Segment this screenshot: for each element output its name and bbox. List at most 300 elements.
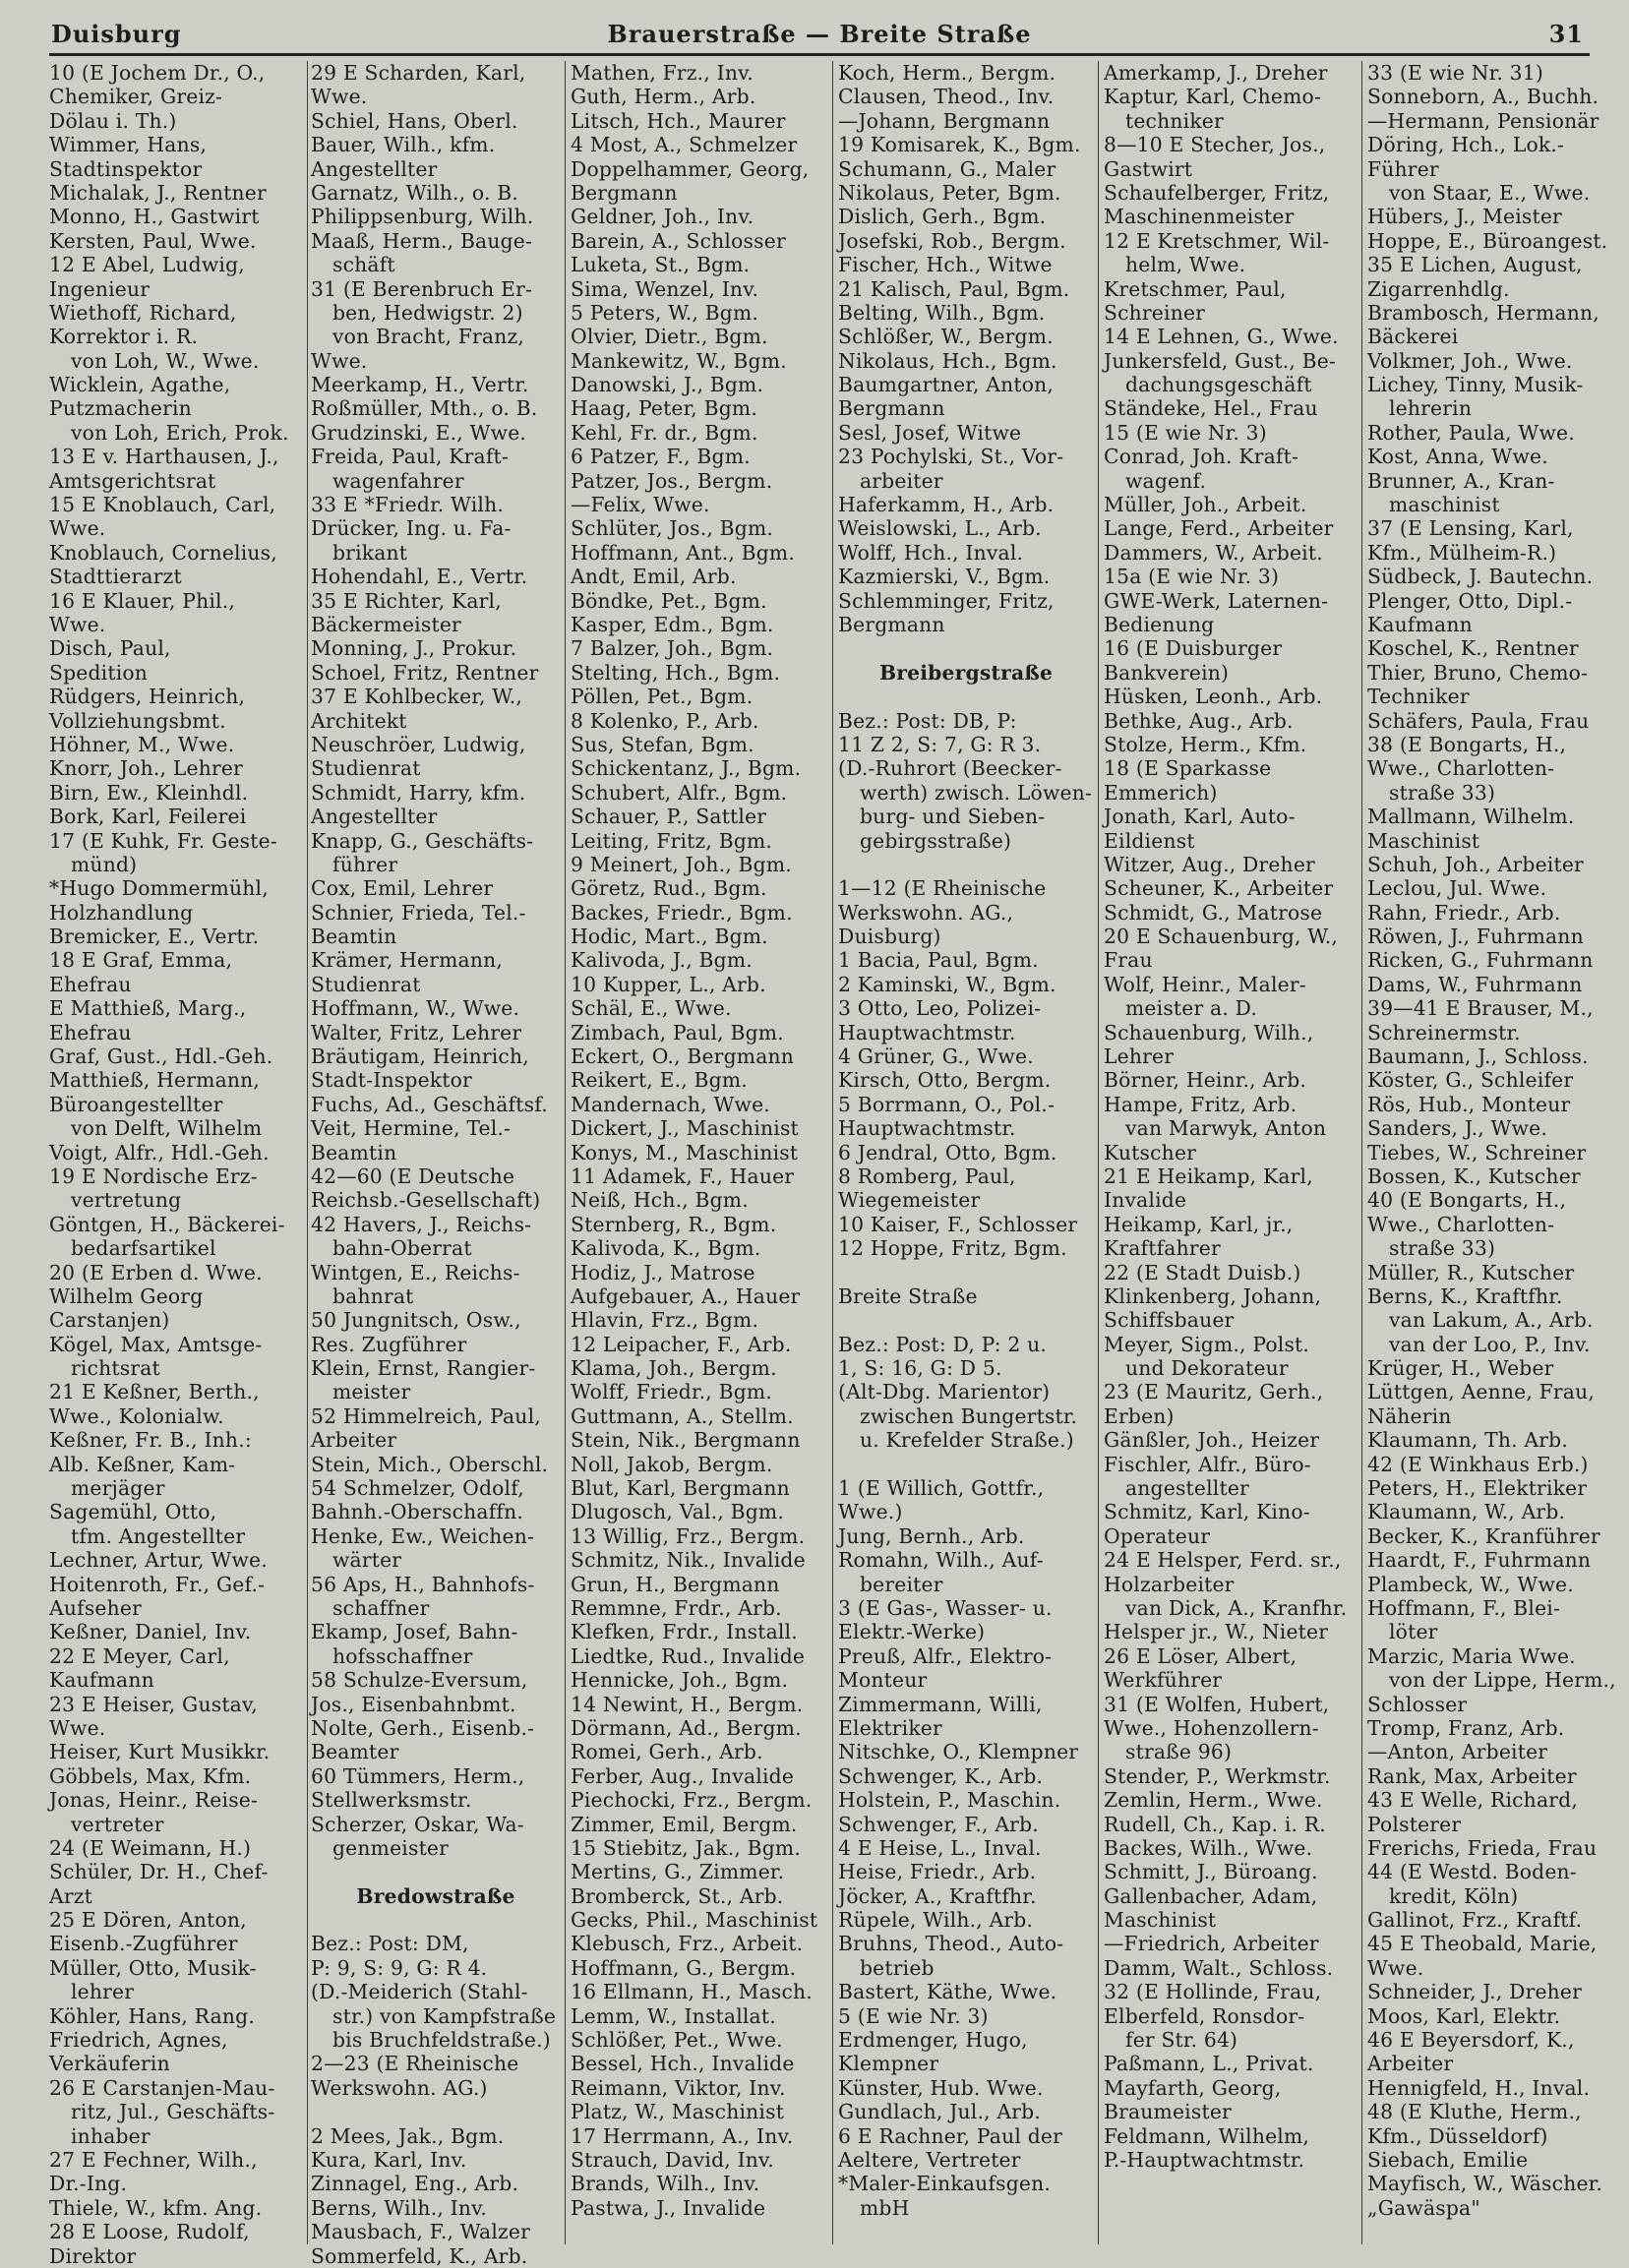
directory-line: Volkmer, Joh., Wwe. xyxy=(1367,348,1573,373)
directory-line: Höhner, M., Wwe. xyxy=(49,732,235,756)
directory-line: Eildienst xyxy=(1104,828,1195,853)
directory-line: Verkäuferin xyxy=(49,2052,170,2076)
directory-line: Kasper, Edm., Bgm. xyxy=(571,612,774,636)
directory-line: 21 E Keßner, Berth., xyxy=(49,1380,260,1404)
directory-line: Schneider, J., Dreher xyxy=(1367,1980,1583,2004)
directory-line: 22 E Meyer, Carl, xyxy=(49,1643,230,1668)
directory-line: Arbeiter xyxy=(311,1428,397,1453)
directory-line: Nitschke, O., Klempner xyxy=(838,1740,1079,1764)
directory-line: Marzic, Maria Wwe. xyxy=(1367,1643,1576,1668)
directory-line: Göretz, Rud., Bgm. xyxy=(571,876,767,901)
directory-line: Rank, Max, Arbeiter xyxy=(1367,1763,1577,1788)
directory-line: Cox, Emil, Lehrer xyxy=(311,876,494,901)
directory-line: Schickentanz, J., Bgm. xyxy=(571,756,802,781)
directory-line: Schiffsbauer xyxy=(1104,1308,1235,1333)
directory-line: Konys, M., Maschinist xyxy=(571,1140,799,1164)
directory-line: 7 Balzer, Joh., Bgm. xyxy=(571,636,774,661)
directory-line: 42 (E Winkhaus Erb.) xyxy=(1367,1452,1589,1476)
directory-line: 15 E Knoblauch, Carl, xyxy=(49,493,276,517)
directory-line: Junkersfeld, Gust., Be- xyxy=(1104,348,1337,373)
directory-line: Architekt xyxy=(311,708,407,733)
directory-line: dachungsgeschäft xyxy=(1125,373,1312,397)
directory-line: 2—23 (E Rheinische xyxy=(311,2052,519,2076)
directory-line: bahnrat xyxy=(332,1283,414,1308)
directory-line: 33 E *Friedr. Wilh. xyxy=(311,493,505,517)
directory-line: Zimmer, Emil, Bergm. xyxy=(571,1812,798,1836)
directory-line: Schäfers, Paula, Frau xyxy=(1367,708,1590,733)
directory-line: meister xyxy=(332,1380,411,1404)
directory-line: Bergmann xyxy=(838,396,945,421)
directory-line: Breite Straße xyxy=(838,1283,978,1308)
directory-line: Hübers, J., Meister xyxy=(1367,205,1562,229)
directory-line: Wolff, Hch., Inval. xyxy=(838,540,1024,565)
directory-line: Putzmacherin xyxy=(49,396,192,421)
directory-line: Wilhelm Georg xyxy=(49,1283,204,1308)
directory-line: Backes, Friedr., Bgm. xyxy=(571,900,793,925)
directory-line: tfm. Angestellter xyxy=(71,1523,246,1548)
directory-line: „Gawäspa" xyxy=(1367,2195,1480,2220)
directory-line: Braumeister xyxy=(1104,2100,1232,2124)
directory-line: von Loh, Erich, Prok. xyxy=(71,420,289,445)
directory-line: 6 Jendral, Otto, Bgm. xyxy=(838,1140,1057,1164)
directory-line: Weislowski, L., Arb. xyxy=(838,516,1042,541)
directory-line: (D.-Ruhrort (Beecker- xyxy=(838,756,1062,781)
directory-line: Bossen, K., Kutscher xyxy=(1367,1164,1581,1188)
directory-line: Leiting, Fritz, Bgm. xyxy=(571,828,773,853)
directory-line: bereiter xyxy=(860,1572,943,1596)
directory-line: Hodic, Mart., Bgm. xyxy=(571,925,768,949)
directory-line: Reimann, Viktor, Inv. xyxy=(571,2075,786,2100)
directory-line: Sima, Wenzel, Inv. xyxy=(571,276,759,301)
directory-line: Lichey, Tinny, Musik- xyxy=(1367,373,1584,397)
directory-line: 11 Adamek, F., Hauer xyxy=(571,1164,795,1188)
directory-line: Knapp, G., Geschäfts- xyxy=(311,828,534,853)
directory-line: Wwe., Hohenzollern- xyxy=(1104,1715,1319,1740)
directory-line: Schlüter, Jos., Bgm. xyxy=(571,516,774,541)
directory-line: Schoel, Fritz, Rentner xyxy=(311,660,539,685)
directory-line: Hennigfeld, H., Inval. xyxy=(1367,2075,1591,2100)
directory-line: Berns, Wilh., Inv. xyxy=(311,2195,487,2220)
directory-line: Kraftfahrer xyxy=(1104,1236,1221,1261)
directory-line: Kaptur, Karl, Chemo- xyxy=(1104,85,1321,109)
directory-line: Kretschmer, Paul, xyxy=(1104,276,1287,301)
directory-line: Bergmann xyxy=(838,612,945,636)
directory-line: burg- und Sieben- xyxy=(860,805,1046,829)
directory-line: Thier, Bruno, Chemo- xyxy=(1367,660,1589,685)
directory-line: Göbbels, Max, Kfm. xyxy=(49,1763,252,1788)
directory-line: Carstanjen) xyxy=(49,1308,170,1333)
directory-line: Schubert, Alfr., Bgm. xyxy=(571,780,788,805)
directory-line: Disch, Paul, xyxy=(49,636,171,661)
directory-line: Patzer, Jos., Bergm. xyxy=(571,468,773,493)
directory-line: 39—41 E Brauser, M., xyxy=(1367,996,1594,1021)
directory-line: Schnier, Frieda, Tel.- xyxy=(311,900,526,925)
directory-line: Hoitenroth, Fr., Gef.- xyxy=(49,1572,266,1596)
directory-line: Geldner, Joh., Inv. xyxy=(571,205,754,229)
directory-line: 19 E Nordische Erz- xyxy=(49,1164,258,1188)
directory-line: Kaufmann xyxy=(49,1668,154,1693)
directory-line: 38 (E Bongarts, H., xyxy=(1367,732,1567,756)
directory-line: Jung, Bernh., Arb. xyxy=(838,1523,1025,1548)
directory-line: Hüsken, Leonh., Arb. xyxy=(1104,685,1323,709)
directory-line: Krämer, Hermann, xyxy=(311,948,504,973)
directory-line: Bäckermeister xyxy=(311,612,461,636)
directory-line: Hoffmann, G., Bergm. xyxy=(571,1955,797,1980)
directory-line: Kutscher xyxy=(1104,1140,1197,1164)
directory-line: Elberfeld, Ronsdor- xyxy=(1104,2003,1305,2028)
directory-line: 12 E Kretschmer, Wil- xyxy=(1104,228,1330,253)
directory-line: Brands, Wilh., Inv. xyxy=(571,2172,760,2196)
directory-line: 43 E Welle, Richard, xyxy=(1367,1788,1578,1813)
directory-line: Feldmann, Wilhelm, xyxy=(1104,2123,1310,2148)
directory-line: Conrad, Joh. Kraft- xyxy=(1104,445,1298,469)
directory-line: 21 Kalisch, Paul, Bgm. xyxy=(838,276,1070,301)
directory-line: inhaber xyxy=(71,2123,151,2148)
directory-line: P.-Hauptwachtmstr. xyxy=(1104,2147,1305,2172)
directory-line: Siebach, Emilie xyxy=(1367,2147,1529,2172)
directory-line: Lehrer xyxy=(1104,1044,1175,1069)
directory-line: Ferber, Aug., Invalide xyxy=(571,1763,795,1788)
directory-line: Knorr, Joh., Lehrer xyxy=(49,756,243,781)
directory-line: 54 Schmelzer, Odolf, xyxy=(311,1476,524,1501)
directory-line: 2 Mees, Jak., Bgm. xyxy=(311,2123,505,2148)
column-5 xyxy=(1104,61,1358,2244)
directory-line: Schreiner xyxy=(1104,300,1206,325)
directory-line: Voigt, Alfr., Hdl.-Geh. xyxy=(49,1140,270,1164)
directory-line: Kura, Karl, Inv. xyxy=(311,2147,467,2172)
directory-line: 29 E Scharden, Karl, xyxy=(311,61,526,85)
directory-line: (D.-Meiderich (Stahl- xyxy=(311,1980,528,2004)
directory-line: Dörmann, Ad., Bergm. xyxy=(571,1715,802,1740)
directory-line: Meerkamp, H., Vertr. xyxy=(311,373,529,397)
directory-line: Henke, Ew., Weichen- xyxy=(311,1523,535,1548)
directory-line: Polsterer xyxy=(1367,1812,1462,1836)
directory-line: 1—12 (E Rheinische xyxy=(838,876,1047,901)
directory-line: Jonas, Heinr., Reise- xyxy=(49,1788,259,1813)
directory-line: 8—10 E Stecher, Jos., xyxy=(1104,133,1326,157)
directory-line: 60 Tümmers, Herm., xyxy=(311,1763,525,1788)
directory-line: Operateur xyxy=(1104,1523,1211,1548)
directory-line: 16 Ellmann, H., Masch. xyxy=(571,1980,813,2004)
directory-line: Hlavin, Frz., Bgm. xyxy=(571,1308,759,1333)
directory-line: Dickert, J., Maschinist xyxy=(571,1116,799,1141)
directory-line: *Maler-Einkaufsgen. xyxy=(838,2172,1052,2196)
directory-line: Peters, H., Elektriker xyxy=(1367,1476,1588,1501)
directory-line: Klempner xyxy=(838,2052,939,2076)
directory-line: Dölau i. Th.) xyxy=(49,108,177,133)
directory-line: Werkführer xyxy=(1104,1668,1223,1693)
directory-line xyxy=(838,853,1094,876)
columns-area xyxy=(49,61,1616,2268)
directory-line: von Delft, Wilhelm xyxy=(71,1116,263,1141)
directory-line: Tromp, Franz, Arb. xyxy=(1367,1715,1565,1740)
directory-line: wagenfahrer xyxy=(332,468,464,493)
directory-line: Noll, Jakob, Bergm. xyxy=(571,1452,773,1476)
directory-line: (Alt-Dbg. Marientor) xyxy=(838,1380,1051,1404)
directory-line: Schreinermstr. xyxy=(1367,1020,1521,1044)
directory-line: Erdmenger, Hugo, xyxy=(838,2028,1028,2053)
directory-line: —Hermann, Pensionär xyxy=(1367,108,1599,133)
directory-line: ritz, Jul., Geschäfts- xyxy=(71,2100,275,2124)
directory-line: Bredowstraße xyxy=(356,1883,515,1908)
directory-line: Studienrat xyxy=(311,972,421,996)
directory-line: Stein, Mich., Oberschl. xyxy=(311,1452,549,1476)
directory-line: und Dekorateur xyxy=(1125,1356,1289,1381)
directory-line: Wwe. xyxy=(49,612,106,636)
directory-line: 35 E Richter, Karl, xyxy=(311,588,502,613)
directory-line: Veit, Hermine, Tel.- xyxy=(311,1116,512,1141)
directory-line: Helsper jr., W., Nieter xyxy=(1104,1620,1329,1644)
directory-line: 23 (E Mauritz, Gerh., xyxy=(1104,1380,1324,1404)
directory-line: 37 (E Lensing, Karl, xyxy=(1367,516,1574,541)
directory-line: Stender, P., Werkmstr. xyxy=(1104,1763,1331,1788)
directory-line xyxy=(838,685,1094,708)
directory-line: Rüpele, Wilh., Arb. xyxy=(838,1908,1034,1933)
directory-line: —Friedrich, Arbeiter xyxy=(1104,1932,1319,1956)
directory-line: Reikert, E., Bgm. xyxy=(571,1068,748,1093)
directory-line: von der Lippe, Herm., xyxy=(1389,1668,1616,1693)
directory-line: Stolze, Herm., Kfm. xyxy=(1104,732,1307,756)
directory-line: Schmidt, Harry, kfm. xyxy=(311,780,526,805)
directory-line: 37 E Kohlbecker, W., xyxy=(311,685,523,709)
directory-line: Witzer, Aug., Dreher xyxy=(1104,852,1315,876)
directory-line: 6 Patzer, F., Bgm. xyxy=(571,445,751,469)
directory-line: zwischen Bungertstr. xyxy=(860,1403,1078,1428)
column-3 xyxy=(571,61,828,2244)
directory-line: Beamtin xyxy=(311,925,397,949)
directory-line: straße 96) xyxy=(1125,1740,1233,1764)
directory-line: *Hugo Dommermühl, xyxy=(49,876,269,901)
directory-line: Werkswohn. AG., xyxy=(838,900,1014,925)
directory-line: Breibergstraße xyxy=(878,660,1054,685)
directory-line: Müller, Joh., Arbeit. xyxy=(1104,493,1307,517)
directory-line: Pastwa, J., Invalide xyxy=(571,2195,766,2220)
directory-line: 25 E Dören, Anton, xyxy=(49,1908,247,1933)
directory-line: Gundlach, Jul., Arb. xyxy=(838,2100,1041,2124)
directory-line: Mertins, G., Zimmer. xyxy=(571,1860,785,1884)
directory-line: Schauer, P., Sattler xyxy=(571,805,767,829)
directory-line: Beamter xyxy=(311,1740,399,1764)
directory-line: Ehefrau xyxy=(49,972,132,996)
directory-line: Graf, Gust., Hdl.-Geh. xyxy=(49,1044,273,1069)
directory-line: Hodiz, J., Matrose xyxy=(571,1260,755,1284)
column-rule xyxy=(307,61,308,2244)
directory-line: Tiebes, W., Schreiner xyxy=(1367,1140,1587,1164)
directory-line: Bez.: Post: D, P: 2 u. xyxy=(838,1332,1048,1356)
directory-line: 10 (E Jochem Dr., O., xyxy=(49,61,266,85)
directory-line: lehrer xyxy=(71,1980,135,2004)
directory-line: Stellwerksmstr. xyxy=(311,1788,472,1813)
directory-line: Monno, H., Gastwirt xyxy=(49,205,260,229)
directory-line: Sanders, J., Wwe. xyxy=(1367,1116,1547,1141)
page-number: 31 xyxy=(1548,20,1584,48)
directory-line: Platz, W., Maschinist xyxy=(571,2100,785,2124)
directory-line: 44 (E Westd. Boden- xyxy=(1367,1860,1577,1884)
directory-line: Birn, Ew., Kleinhdl. xyxy=(49,780,249,805)
directory-line: Krüger, H., Weber xyxy=(1367,1356,1554,1381)
directory-line: Bez.: Post: DB, P: xyxy=(838,708,1017,733)
directory-line: Heiser, Kurt Musikkr. xyxy=(49,1740,271,1764)
directory-line: bahn-Oberrat xyxy=(332,1236,472,1261)
directory-line: Köster, G., Schleifer xyxy=(1367,1068,1574,1093)
directory-line: Knoblauch, Cornelius, xyxy=(49,540,277,565)
directory-line: Nikolaus, Peter, Bgm. xyxy=(838,180,1061,205)
directory-line xyxy=(838,636,1094,660)
directory-line: Wiegemeister xyxy=(838,1188,981,1213)
directory-line: 45 E Theobald, Marie, xyxy=(1367,1932,1598,1956)
directory-line: 5 Borrmann, O., Pol.- xyxy=(838,1092,1055,1116)
directory-line: 4 E Heise, L., Inval. xyxy=(838,1835,1042,1860)
directory-line: Ständeke, Hel., Frau xyxy=(1104,396,1318,421)
directory-line: 4 Most, A., Schmelzer xyxy=(571,133,798,157)
directory-line: Belting, Wilh., Bgm. xyxy=(838,300,1046,325)
directory-line: Bessel, Hch., Invalide xyxy=(571,2052,795,2076)
directory-line: 9 Meinert, Joh., Bgm. xyxy=(571,852,792,876)
directory-line: 20 E Schauenburg, W., xyxy=(1104,925,1339,949)
directory-line: werth) zwisch. Löwen- xyxy=(860,780,1093,805)
directory-line: Matthieß, Hermann, xyxy=(49,1068,261,1093)
directory-line: Josefski, Rob., Bergm. xyxy=(838,228,1066,253)
directory-line: Alb. Keßner, Kam- xyxy=(49,1452,236,1476)
directory-line: Grudzinski, E., Wwe. xyxy=(311,420,527,445)
directory-line: Schauenburg, Wilh., xyxy=(1104,1020,1314,1044)
directory-line: Schäl, E., Wwe. xyxy=(571,996,732,1021)
directory-line: 14 Newint, H., Bergm. xyxy=(571,1692,804,1716)
directory-line: führer xyxy=(332,852,398,876)
directory-line: Zigarrenhdlg. xyxy=(1367,276,1510,301)
directory-line: Amtsgerichtsrat xyxy=(49,468,216,493)
directory-line: meister a. D. xyxy=(1125,996,1257,1021)
directory-line: Sus, Stefan, Bgm. xyxy=(571,732,754,756)
directory-line: Monning, J., Prokur. xyxy=(311,636,517,661)
directory-line: Barein, A., Schlosser xyxy=(571,228,786,253)
directory-line: Studienrat xyxy=(311,756,421,781)
directory-line: Maschinenmeister xyxy=(1104,205,1295,229)
directory-line: Duisburg) xyxy=(838,925,941,949)
directory-line: Michalak, J., Rentner xyxy=(49,180,267,205)
directory-line: Rudell, Ch., Kap. i. R. xyxy=(1104,1812,1326,1836)
directory-line: Zinnagel, Eng., Arb. xyxy=(311,2172,519,2196)
directory-line: 33 (E wie Nr. 31) xyxy=(1367,61,1543,85)
directory-line: Haferkamm, H., Arb. xyxy=(838,493,1055,517)
directory-line: Neiß, Hch., Bgm. xyxy=(571,1188,749,1213)
directory-line: 15a (E wie Nr. 3) xyxy=(1104,565,1280,589)
directory-line: Bankverein) xyxy=(1104,660,1230,685)
directory-line: Schmitz, Nik., Invalide xyxy=(571,1548,806,1573)
directory-line: Wwe., Kolonialw. xyxy=(49,1403,224,1428)
directory-line: Gallinot, Frz., Kraftf. xyxy=(1367,1908,1583,1933)
directory-line: Bauer, Wilh., kfm. xyxy=(311,133,496,157)
directory-line: 12 Hoppe, Fritz, Bgm. xyxy=(838,1236,1067,1261)
directory-line: gebirgsstraße) xyxy=(860,828,1012,853)
directory-line: Hoppe, E., Büroangest. xyxy=(1367,228,1608,253)
directory-line: bis Bruchfeldstraße.) xyxy=(332,2028,551,2053)
directory-line: Kögel, Max, Amtsge- xyxy=(49,1332,263,1356)
directory-line: Techniker xyxy=(1367,685,1470,709)
directory-line: Doppelhammer, Georg, xyxy=(571,156,810,181)
directory-line: 20 (E Erben d. Wwe. xyxy=(49,1260,263,1284)
directory-line: 48 (E Kluthe, Herm., xyxy=(1367,2100,1582,2124)
directory-line: Bäckerei xyxy=(1367,325,1459,349)
directory-line: Klefken, Frdr., Install. xyxy=(571,1620,798,1644)
directory-line: Schlößer, Pet., Wwe. xyxy=(571,2028,783,2053)
directory-line: brikant xyxy=(332,540,408,565)
directory-line: Dr.-Ing. xyxy=(49,2172,128,2196)
directory-line: Böndke, Pet., Bgm. xyxy=(571,588,767,613)
directory-line: Arzt xyxy=(49,1883,92,1908)
directory-line: Wolff, Friedr., Bgm. xyxy=(571,1380,772,1404)
directory-line: van Lakum, A., Arb. xyxy=(1389,1308,1594,1333)
directory-line: Lechner, Artur, Wwe. xyxy=(49,1548,268,1573)
directory-line: 14 E Lehnen, G., Wwe. xyxy=(1104,325,1339,349)
directory-line: Res. Zugführer xyxy=(311,1332,467,1356)
directory-line: Bruhns, Theod., Auto- xyxy=(838,1932,1064,1956)
directory-line: Freida, Paul, Kraft- xyxy=(311,445,509,469)
directory-line: Wwe.) xyxy=(838,1500,903,1524)
directory-line: techniker xyxy=(1125,108,1224,133)
directory-line: 2 Kaminski, W., Bgm. xyxy=(838,972,1056,996)
directory-line: Rahn, Friedr., Arb. xyxy=(1367,900,1561,925)
directory-line: Strauch, David, Inv. xyxy=(571,2147,774,2172)
directory-line: Bahnh.-Oberschaffn. xyxy=(311,1500,524,1524)
directory-line: Kost, Anna, Wwe. xyxy=(1367,445,1548,469)
directory-line xyxy=(311,2100,561,2123)
directory-line: Stadt-Inspektor xyxy=(311,1068,472,1093)
directory-line: Schmitt, J., Büroang. xyxy=(1104,1860,1318,1884)
directory-line: Lange, Ferd., Arbeiter xyxy=(1104,516,1334,541)
directory-line: 42 Havers, J., Reichs- xyxy=(311,1212,532,1236)
directory-line: Zimmermann, Willi, xyxy=(838,1692,1043,1716)
column-1 xyxy=(49,61,303,2268)
directory-line: 8 Kolenko, P., Arb. xyxy=(571,708,759,733)
directory-line: 16 E Klauer, Phil., xyxy=(49,588,236,613)
directory-line: Schmidt, G., Matrose xyxy=(1104,900,1323,925)
directory-line: schaffner xyxy=(332,1596,430,1620)
directory-line: Beamtin xyxy=(311,1140,397,1164)
directory-line: Plenger, Otto, Dipl.- xyxy=(1367,588,1573,613)
directory-line: Wwe. xyxy=(49,1715,106,1740)
directory-line: Börner, Heinr., Arb. xyxy=(1104,1068,1307,1093)
directory-line: 12 Leipacher, F., Arb. xyxy=(571,1332,792,1356)
directory-line: fer Str. 64) xyxy=(1125,2028,1238,2053)
directory-line: Emmerich) xyxy=(1104,780,1218,805)
directory-line: von Bracht, Franz, xyxy=(332,325,524,349)
directory-line: Aufgebauer, A., Hauer xyxy=(571,1283,801,1308)
directory-line: Heise, Friedr., Arb. xyxy=(838,1860,1037,1884)
directory-line: Amerkamp, J., Dreher xyxy=(1104,61,1328,85)
directory-line: Schüler, Dr. H., Chef- xyxy=(49,1860,269,1884)
directory-line: Garnatz, Wilh., o. B. xyxy=(311,180,519,205)
directory-line: Eisenb.-Zugführer xyxy=(49,1932,238,1956)
directory-line: Stein, Nik., Bergmann xyxy=(571,1428,801,1453)
directory-line: Lüttgen, Aenne, Frau, xyxy=(1367,1380,1596,1404)
directory-line: Ekamp, Josef, Bahn- xyxy=(311,1620,518,1644)
directory-line: Piechocki, Frz., Bergm. xyxy=(571,1788,813,1813)
directory-line: 21 E Heikamp, Karl, xyxy=(1104,1164,1313,1188)
directory-line: Rös, Hub., Monteur xyxy=(1367,1092,1571,1116)
directory-line: Danowski, J., Bgm. xyxy=(571,373,764,397)
directory-line: Schlemminger, Fritz, xyxy=(838,588,1055,613)
directory-line: Neuschröer, Ludwig, xyxy=(311,732,526,756)
directory-line: Gecks, Phil., Maschinist xyxy=(571,1908,818,1933)
directory-line: 1, S: 16, G: D 5. xyxy=(838,1356,1002,1381)
directory-line: Mayfarth, Georg, xyxy=(1104,2075,1282,2100)
directory-line: Hauptwachtmstr. xyxy=(838,1116,1016,1141)
directory-line: Klinkenberg, Johann, xyxy=(1104,1283,1322,1308)
directory-line: Zemlin, Herm., Wwe. xyxy=(1104,1788,1323,1813)
directory-line: Korrektor i. R. xyxy=(49,325,199,349)
directory-line: 28 E Loose, Rudolf, xyxy=(49,2220,250,2244)
